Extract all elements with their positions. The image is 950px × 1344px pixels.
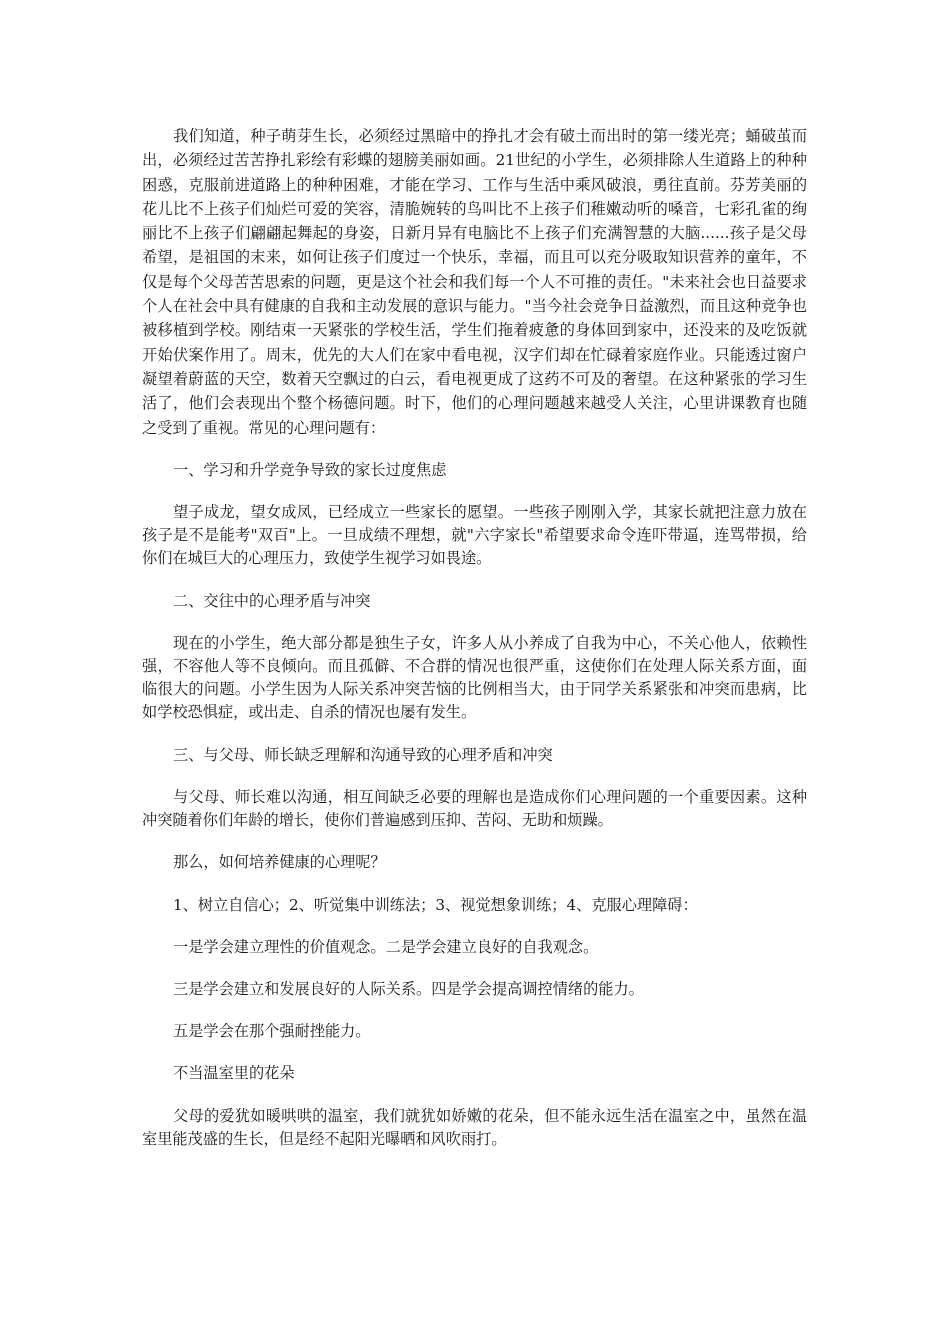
closing-paragraph: 父母的爱犹如暖哄哄的温室，我们就犹如娇嫩的花朵，但不能永远生活在温室之中，虽然在温室里能茂盛的生长，但是经不起阳光曝晒和风吹雨打。: [142, 1106, 807, 1148]
point-paragraph-3: 五是学会在那个强耐挫能力。: [173, 1022, 371, 1041]
subheading-greenhouse: 不当温室里的花朵: [173, 1064, 295, 1083]
section-heading-1: 一、学习和升学竞争导致的家长过度焦虑: [173, 460, 447, 479]
methods-list-paragraph: 1、树立自信心；2、听觉集中训练法；3、视觉想象训练；4、克服心理障碍：: [173, 895, 698, 914]
point-paragraph-2: 三是学会建立和发展良好的人际关系。四是学会提高调控情绪的能力。: [173, 979, 644, 998]
section-heading-3: 三、与父母、师长缺乏理解和沟通导致的心理矛盾和冲突: [173, 745, 553, 764]
intro-paragraph: 我们知道，种子萌芽生长，必须经过黑暗中的挣扎才会有破土而出时的第一缕光亮；蛹破茧而出，必须经过苦苦挣扎彩绘有彩蝶的翅膀美丽如画。21世纪的小学生，必须排除人生道路上的种种困惑，克服前进道路上的种种困难，才能在学习、工作与生活中乘风破浪，勇往直前。芬芳美丽的花儿比不上孩子们灿烂可爱的笑容，清脆婉转的鸟叫比不上孩子们稚嫩动听的嗓音，七彩孔雀的绚丽比不上孩子们翩翩起舞起的身姿，日新月异有电脑比不上孩子们充满智慧的大脑......孩子是父母希望，是祖国的末来，如何让孩子们度过一个快乐，幸福，而且可以充分吸取知识营养的童年，不仅是每个父母苦苦思索的问题，更是这个社会和我们每一个人不可推的责任。"未来社会也日益要求个人在社会中具有健康的自我和主动发展的意识与能力。"当今社会竞争日益激烈，而且这种竞争也被移植到学校。刚结束一天紧张的学校生活，学生们拖着疲惫的身体回到家中，还没来的及吃饭就开始伏案作用了。周末，优先的大人们在家中看电视，汉字们却在忙碌着家庭作业。只能透过窗户凝望着蔚蓝的天空，数着天空飘过的白云，看电视更成了这药不可及的奢望。在这种紧张的学习生活了，他们会表现出个整个杨德问题。时下，他们的心理问题越来越受人关注，心里讲课教育也随之受到了重视。常见的心理问题有：: [142, 127, 807, 437]
section-heading-2: 二、交往中的心理矛盾与冲突: [173, 591, 371, 610]
section-2-paragraph: 现在的小学生，绝大部分都是独生子女，许多人从小养成了自我为中心，不关心他人，依赖性强，不容他人等不良倾向。而且孤僻、不合群的情况也很严重，这使你们在处理人际关系方面，面临很大的问题。小学生因为人际关系冲突苦恼的比例相当大，由于同学关系紧张和冲突而患病，比如学校恐惧症，或出走、自杀的情况也屡有发生。: [142, 633, 807, 722]
section-1-paragraph: 望子成龙，望女成凤，已经成立一些家长的愿望。一些孩子刚刚入学，其家长就把注意力放在孩子是不是能考"双百"上。一旦成绩不理想，就"六字家长"希望要求命令连吓带逼，连骂带损，给你们在城巨大的心理压力，致使学生视学习如畏途。: [142, 503, 807, 568]
document-body: [142, 124, 807, 1151]
section-3-paragraph: 与父母、师长难以沟通，相互间缺乏必要的理解也是造成你们心理问题的一个重要因素。这种冲突随着你们年龄的增长，使你们普遍感到压抑、苦闷、无助和烦躁。: [142, 787, 807, 830]
point-paragraph-1: 一是学会建立理性的价值观念。二是学会建立良好的自我观念。: [173, 937, 599, 956]
question-paragraph: 那么，如何培养健康的心理呢？: [173, 853, 386, 872]
